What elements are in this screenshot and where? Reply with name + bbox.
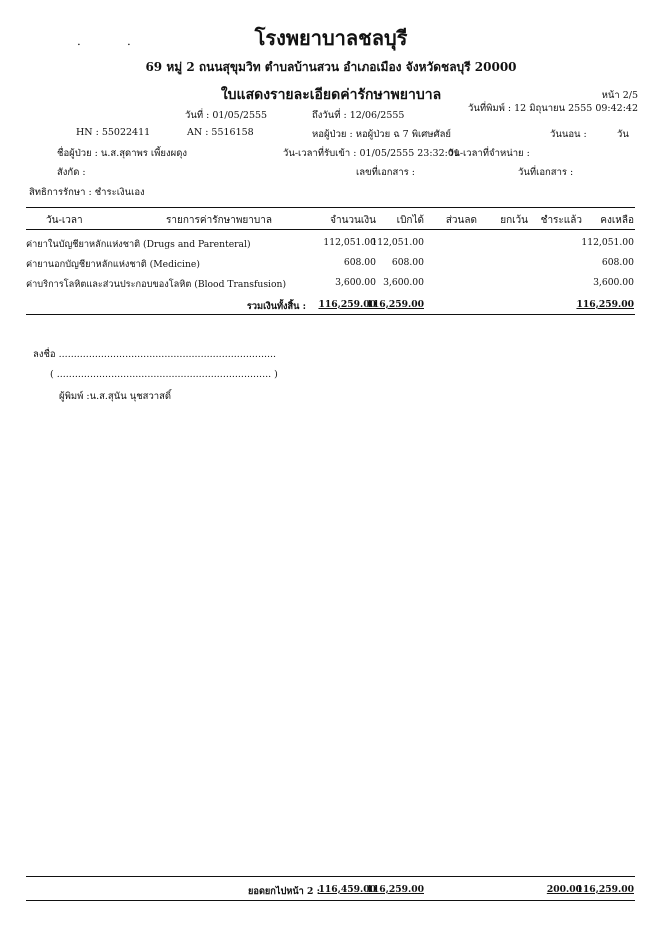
row-item: ค่ายานอกบัญชียาหลักแห่งชาติ (Medicine) [26,259,200,270]
footer-rule-bottom [26,900,635,901]
total-remaining: 116,259.00 [576,299,634,310]
printed-by: ผู้พิมพ์ :น.ส.สุนัน นุชสวาสดิ์ [59,391,172,402]
page-number: หน้า 2/5 [601,90,638,101]
document-number: เลขที่เอกสาร : [356,167,415,178]
col-paid: ชำระแล้ว [540,215,582,226]
hn-number: HN : 55022411 [76,127,151,138]
total-amount: 116,259.00 [318,299,376,310]
footer-rule-top [26,876,635,877]
hospital-name: โรงพยาบาลชลบุรี [254,26,408,50]
treatment-rights: สิทธิการรักษา : ชำระเงินเอง [29,187,145,198]
document-title: ใบแสดงรายละเอียดค่ารักษาพยาบาล [220,87,442,103]
signature-line: ลงชื่อ ........................................................................ [33,349,277,360]
ward: หอผู้ป่วย : หอผู้ป่วย ฉ 7 พิเศษศัลย์ [312,129,451,140]
table-header-rule [26,229,635,230]
row-remaining: 3,600.00 [593,277,634,288]
an-number: AN : 5516158 [187,127,254,138]
carry-forward-label: ยอดยกไปหน้า 2 : [248,886,320,897]
total-claimable: 116,259.00 [366,299,424,310]
row-remaining: 608.00 [601,257,634,268]
discharge-datetime: วัน-เวลาที่จำหน่าย : [448,148,530,159]
carry-forward-remaining: 116,259.00 [576,884,634,895]
carry-forward-amount: 116,459.00 [318,884,376,895]
row-item: ค่าบริการโลหิตและส่วนประกอบของโลหิต (Blood Transfusion) [26,279,287,290]
row-claimable: 112,051.00 [371,237,424,248]
affiliation: สังกัด : [57,167,86,178]
row-amount: 608.00 [343,257,376,268]
col-remaining: คงเหลือ [600,215,634,226]
row-remaining: 112,051.00 [581,237,634,248]
scan-speck: ● [78,44,80,46]
length-of-stay-unit: วัน [617,129,629,140]
document-date: วันที่เอกสาร : [518,167,574,178]
carry-forward-paid: 200.00 [546,884,582,895]
total-label: รวมเงินทั้งสิ้น : [246,301,306,312]
carry-forward-claimable: 116,259.00 [366,884,424,895]
col-discount: ส่วนลด [445,215,477,226]
from-date: วันที่ : 01/05/2555 [185,110,268,121]
admit-datetime: วัน-เวลาที่รับเข้า : 01/05/2555 23:32:01 [283,148,460,159]
col-item: รายการค่ารักษาพยาบาล [166,215,272,226]
length-of-stay-label: วันนอน : [550,129,587,140]
col-claimable: เบิกได้ [396,215,424,226]
table-top-rule [26,207,635,208]
row-amount: 112,051.00 [323,237,376,248]
row-item: ค่ายาในบัญชียาหลักแห่งชาติ (Drugs and Parenteral) [26,239,251,250]
print-date: วันที่พิมพ์ : 12 มิถุนายน 2555 09:42:42 [467,103,638,114]
patient-name: ชื่อผู้ป่วย : น.ส.สุดาพร เพี้ยงผดุง [57,148,187,159]
col-datetime: วัน-เวลา [46,215,83,226]
signature-name-placeholder: ( ....................................................................... ) [50,369,278,380]
row-amount: 3,600.00 [335,277,376,288]
to-date: ถึงวันที่ : 12/06/2555 [312,110,405,121]
row-claimable: 3,600.00 [383,277,424,288]
scan-speck: ● [128,44,130,46]
hospital-address: 69 หมู่ 2 ถนนสุขุมวิท ตำบลบ้านสวน อำเภอเมือง จังหวัดชลบุรี 20000 [145,60,517,74]
row-claimable: 608.00 [391,257,424,268]
col-exempt: ยกเว้น [500,215,528,226]
table-bottom-rule [26,314,635,315]
col-amount: จำนวนเงิน [330,215,376,226]
